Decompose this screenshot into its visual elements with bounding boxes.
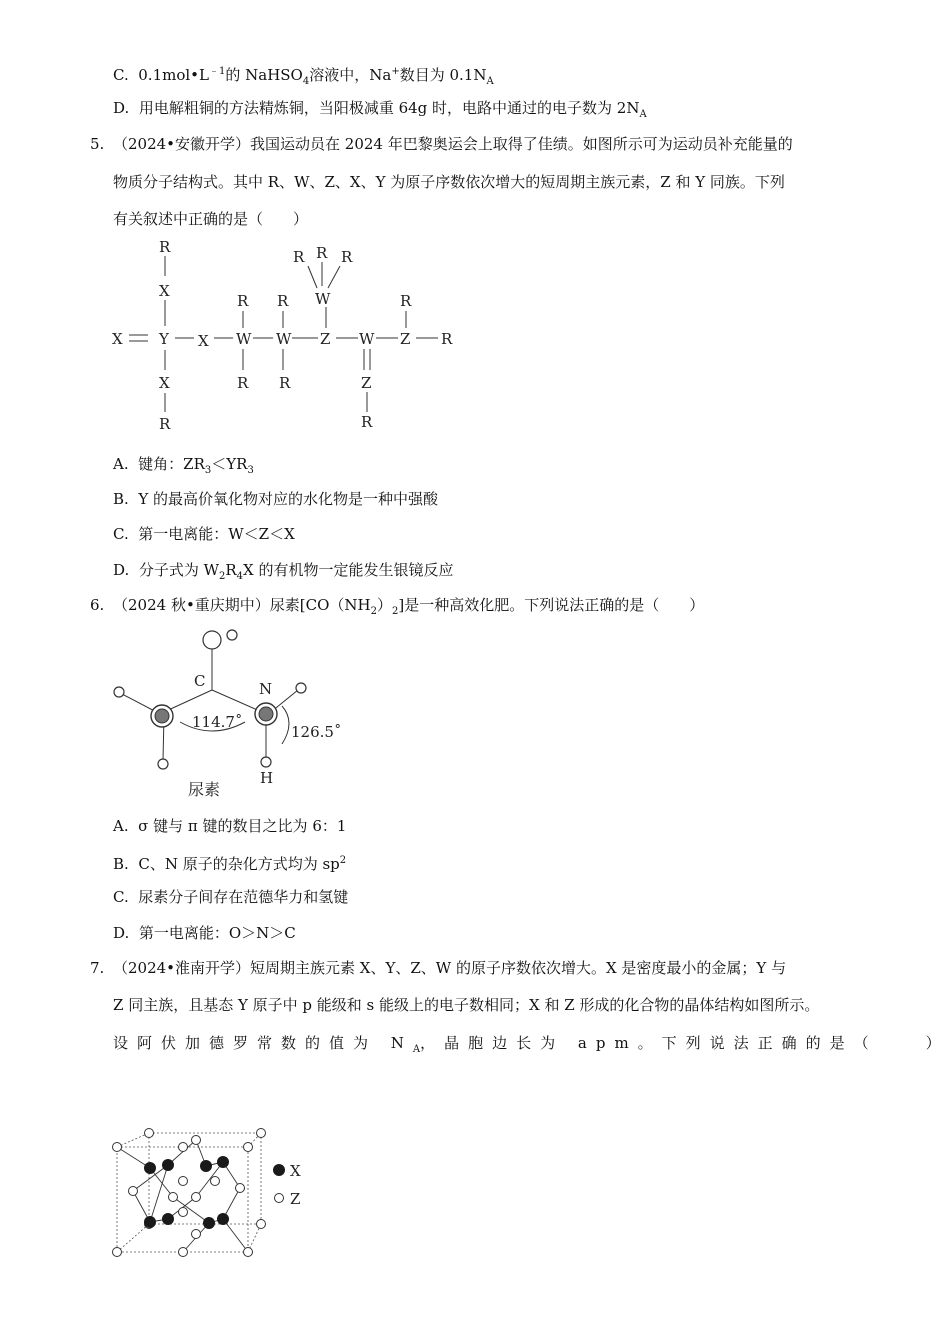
fig-w4: W (359, 330, 375, 348)
q5-stem-line3: 有关叙述中正确的是（ ） (113, 210, 309, 228)
fig-r-w3-c: R (341, 248, 353, 266)
fig-r-w2-bottom: R (279, 374, 291, 392)
fig-w3: W (315, 290, 331, 308)
urea-caption: 尿素 (188, 780, 221, 799)
legend-x-label: X (290, 1162, 301, 1180)
fig-r-w3-b: R (316, 244, 328, 262)
fig-r-w1-bottom: R (237, 374, 249, 392)
fig-r-z-down: R (361, 413, 373, 431)
fig-r-z2-top: R (400, 292, 412, 310)
q5-option-b: B. Y 的最高价氧化物对应的水化物是一种中强酸 (113, 490, 439, 508)
fig-w2: W (276, 330, 292, 348)
urea-angle-2: 126.5˚ (291, 723, 342, 741)
legend-x-marker (273, 1164, 285, 1176)
q6-option-c: C. 尿素分子间存在范德华力和氢键 (113, 888, 349, 906)
q6-option-b: B. C、N 原子的杂化方式均为 $sp^2$ (113, 855, 347, 873)
fig-z1: Z (320, 330, 331, 348)
q5-option-c: C. 第一电离能：W＜Z＜X (113, 525, 295, 543)
fig-r-bottom: R (159, 415, 171, 433)
q7-number: 7. (90, 959, 105, 977)
q7-stem-line3: 设阿伏加德罗常数的值为 $N_A$，晶胞边长为 apm。下列说法正确的是（ ） (113, 1034, 950, 1055)
q5-number: 5. (90, 135, 105, 153)
q7-stem-line2: Z 同主族，且基态 Y 原子中 p 能级和 s 能级上的电子数相同；X 和 Z 形成的化合物的晶体结构如图所示。 (113, 996, 820, 1014)
urea-n-label: N (259, 680, 273, 698)
fig-z2: Z (400, 330, 411, 348)
q4-option-d: D. 用电解粗铜的方法精炼铜，当阳极减重 64g 时，电路中通过的电子数为 $2N_A$ (113, 99, 647, 120)
legend-z-marker (275, 1194, 284, 1203)
q6-number: 6. (90, 596, 105, 614)
fig-y: Y (159, 330, 169, 348)
legend-z-label: Z (290, 1190, 301, 1208)
fig-w1: W (236, 330, 252, 348)
q6-option-a: A. σ 键与 π 键的数目之比为 6：1 (113, 817, 347, 835)
fig-r-top: R (159, 238, 171, 256)
fig-x-top: X (159, 282, 170, 300)
q6-stem: （2024 秋•重庆期中）尿素$[CO(NH_2)_2]$是一种高效化肥。下列说法正确的是（ ） (113, 596, 705, 617)
fig-x-left: X (112, 330, 123, 348)
q7-stem-line1: （2024•淮南开学）短周期主族元素 X、Y、Z、W 的原子序数依次增大。X 是密度最小的金属；Y 与 (113, 959, 787, 977)
q5-stem-line2: 物质分子结构式。其中 R、W、Z、X、Y 为原子序数依次增大的短周期主族元素，Z 和 Y 同族。下列 (113, 173, 785, 191)
fig-x-mid: X (198, 332, 209, 350)
fig-r-w2-top: R (277, 292, 289, 310)
fig-x-bottom: X (159, 374, 170, 392)
urea-c-label: C (194, 672, 206, 690)
fig-r-w3-a: R (293, 248, 305, 266)
q6-option-d: D. 第一电离能：O＞N＞C (113, 924, 296, 942)
fig-z-down: Z (361, 374, 372, 392)
fig-r-w1-top: R (237, 292, 249, 310)
fig-r-right: R (441, 330, 453, 348)
urea-h-label: H (260, 769, 274, 787)
q5-option-d: D. 分子式为 $W_2R_4X$ 的有机物一定能发生银镜反应 (113, 561, 454, 582)
q4-option-c: C. $0.1mol•L^{﹣1}$的 NaHSO$_4$溶液中，Na+数目为 $0.1N_A$ (113, 66, 494, 87)
q5-option-a: A. 键角：$ZR_3<YR_3$ (113, 455, 254, 476)
q5-stem-line1: （2024•安徽开学）我国运动员在 2024 年巴黎奥运会上取得了佳绩。如图所示可为运动员补充能量的 (113, 135, 793, 153)
urea-angle-1: 114.7˚ (192, 713, 243, 731)
